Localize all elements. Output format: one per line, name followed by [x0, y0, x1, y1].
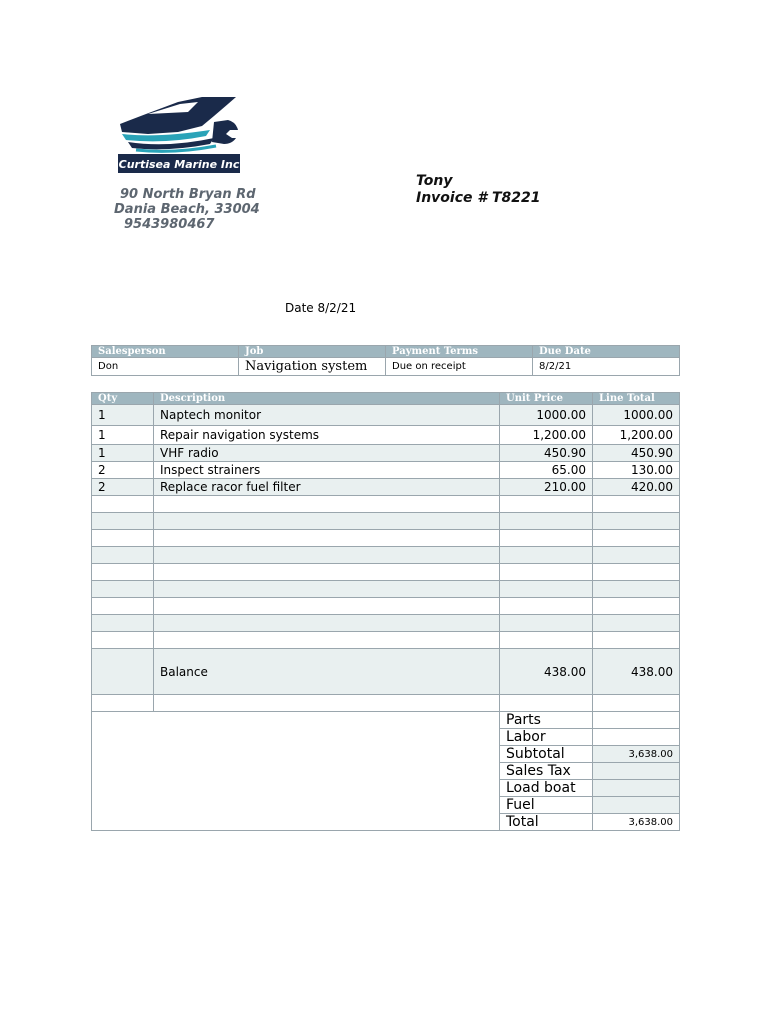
address-line1: 90 North Bryan Rd	[120, 187, 256, 202]
description-cell: VHF radio	[154, 445, 500, 462]
sales-tax-value	[593, 763, 680, 780]
qty-cell: 1	[92, 405, 154, 426]
line-total-cell: 1,200.00	[593, 426, 680, 445]
table-row	[92, 462, 680, 479]
load-boat-value	[593, 780, 680, 797]
fuel-label: Fuel	[500, 797, 593, 814]
labor-value	[593, 729, 680, 746]
company-phone: 9543980467	[124, 217, 215, 232]
subtotal-label: Subtotal	[500, 746, 593, 763]
header-qty: Qty	[92, 393, 154, 405]
header-description: Description	[154, 393, 500, 405]
unit-price-cell: 450.90	[500, 445, 593, 462]
company-logo	[118, 92, 242, 174]
company-address	[114, 187, 260, 232]
job-table-header	[92, 346, 680, 358]
total-value: 3,638.00	[593, 814, 680, 831]
invoice-number: Invoice # T8221	[416, 190, 541, 206]
header-payment-terms: Payment Terms	[386, 346, 533, 358]
empty-row	[92, 513, 680, 530]
subtotal-value: 3,638.00	[593, 746, 680, 763]
totals-row-parts	[92, 712, 680, 729]
items-table	[91, 392, 680, 831]
qty-cell: 2	[92, 462, 154, 479]
description-cell: Inspect strainers	[154, 462, 500, 479]
header-salesperson: Salesperson	[92, 346, 239, 358]
invoice-date: Date 8/2/21	[285, 301, 357, 315]
due-date-cell: 8/2/21	[533, 358, 680, 376]
empty-row	[92, 632, 680, 649]
salesperson-cell: Don	[92, 358, 239, 376]
description-cell: Naptech monitor	[154, 405, 500, 426]
header-line-total: Line Total	[593, 393, 680, 405]
client-name: Tony	[416, 173, 453, 189]
table-row	[92, 445, 680, 462]
description-cell: Repair navigation systems	[154, 426, 500, 445]
job-cell: Navigation system	[239, 358, 386, 376]
header-job: Job	[239, 346, 386, 358]
parts-value	[593, 712, 680, 729]
line-total-cell: 420.00	[593, 479, 680, 496]
empty-row	[92, 530, 680, 547]
table-row	[92, 479, 680, 496]
parts-label: Parts	[500, 712, 593, 729]
labor-label: Labor	[500, 729, 593, 746]
payment-terms-cell: Due on receipt	[386, 358, 533, 376]
job-table-row	[92, 358, 680, 376]
description-cell: Replace racor fuel filter	[154, 479, 500, 496]
balance-label: Balance	[154, 649, 500, 695]
empty-row	[92, 496, 680, 513]
job-table	[91, 345, 680, 376]
balance-row	[92, 649, 680, 695]
line-total-cell: 130.00	[593, 462, 680, 479]
empty-row	[92, 598, 680, 615]
table-row	[92, 405, 680, 426]
table-row	[92, 426, 680, 445]
balance-unit-price: 438.00	[500, 649, 593, 695]
qty-cell: 2	[92, 479, 154, 496]
line-total-cell: 450.90	[593, 445, 680, 462]
header-due-date: Due Date	[533, 346, 680, 358]
sales-tax-label: Sales Tax	[500, 763, 593, 780]
balance-line-total: 438.00	[593, 649, 680, 695]
header-unit-price: Unit Price	[500, 393, 593, 405]
items-table-header	[92, 393, 680, 405]
qty-cell: 1	[92, 426, 154, 445]
unit-price-cell: 210.00	[500, 479, 593, 496]
line-total-cell: 1000.00	[593, 405, 680, 426]
fuel-value	[593, 797, 680, 814]
load-boat-label: Load boat	[500, 780, 593, 797]
empty-row	[92, 547, 680, 564]
client-block	[416, 173, 541, 207]
empty-row	[92, 564, 680, 581]
empty-row	[92, 581, 680, 598]
unit-price-cell: 65.00	[500, 462, 593, 479]
total-label: Total	[500, 814, 593, 831]
totals-blank-area	[92, 712, 500, 831]
address-line2: Dania Beach, 33004	[114, 202, 260, 217]
unit-price-cell: 1000.00	[500, 405, 593, 426]
unit-price-cell: 1,200.00	[500, 426, 593, 445]
empty-row	[92, 695, 680, 712]
logo-text: Curtisea Marine Inc	[118, 158, 240, 171]
qty-cell: 1	[92, 445, 154, 462]
empty-row	[92, 615, 680, 632]
